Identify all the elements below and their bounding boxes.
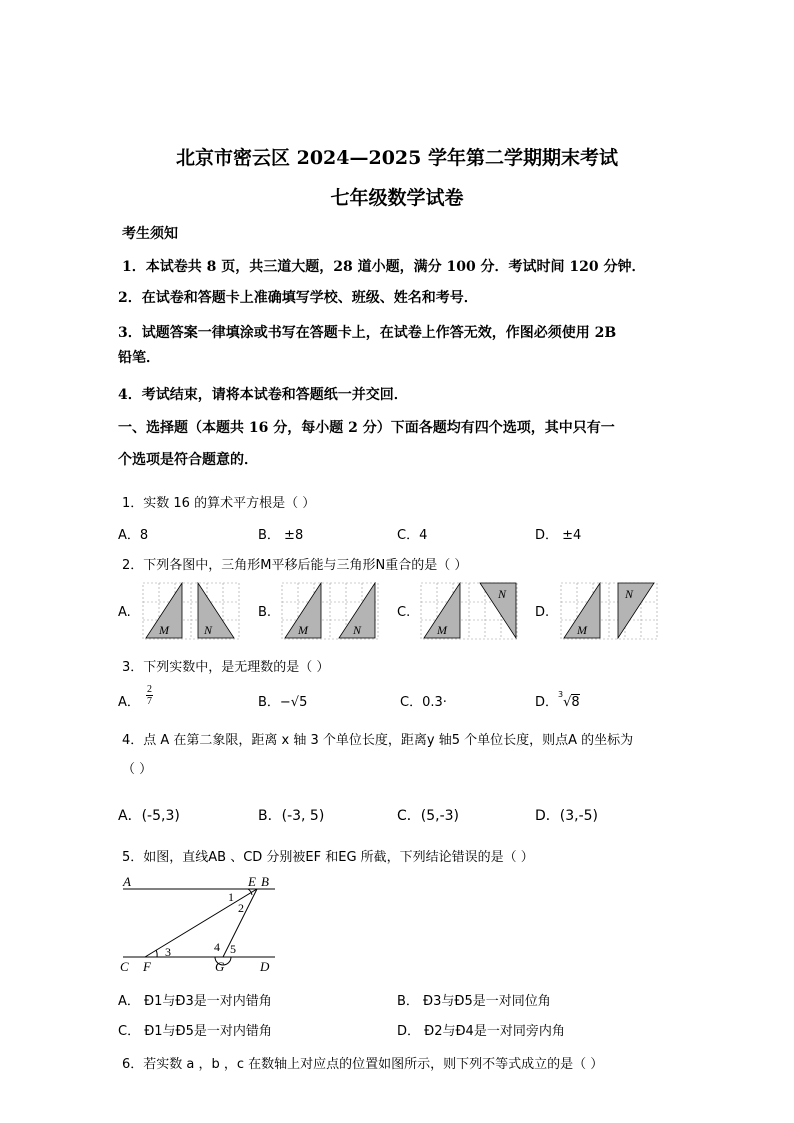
q2-b-n-label: N (353, 623, 362, 637)
q1-option-d: D． ±4 (535, 528, 582, 543)
q3-option-c: C．0.3· (400, 695, 447, 710)
notice-item-3: 3．试题答案一律填涂或书写在答题卡上，在试卷上作答无效，作图必须使用 2B (118, 325, 617, 341)
q3-option-d-radicand: 8 (571, 695, 580, 710)
exam-subtitle: 七年级数学试卷 (330, 187, 464, 209)
q2-figure-c (420, 582, 520, 640)
q5-option-a: A． Ð1与Ð3是一对内错角 (118, 994, 272, 1009)
q2-a-n-label: N (204, 623, 213, 637)
section-heading-cont: 个选项是符合题意的． (118, 452, 258, 468)
q5-figure (115, 872, 285, 977)
q1-option-a: A．8 (118, 528, 149, 543)
notice-item-2: 2．在试卷和答题卡上准确填写学校、班级、姓名和考号． (118, 290, 478, 306)
q5-label-b: B (261, 874, 269, 889)
notice-item-3-cont: 铅笔． (118, 350, 160, 366)
q3-option-d-index: 3 (558, 689, 564, 699)
q5-option-c: C． Ð1与Ð5是一对内错角 (118, 1024, 272, 1039)
q5-angle-3: 3 (165, 945, 171, 959)
q4-stem: 4．点 A 在第二象限，距离 x 轴 3 个单位长度，距离y 轴5 个单位长度，则点A 的坐标为 (122, 733, 634, 748)
exam-title: 北京市密云区 2024—2025 学年第二学期期末考试 (176, 147, 618, 169)
q2-label-b: B. (258, 605, 272, 620)
q5-label-d: D (260, 959, 270, 974)
q1-option-b: B． ±8 (258, 528, 304, 543)
notice-heading: 考生须知 (122, 226, 178, 242)
q2-c-n-label: N (498, 587, 507, 601)
q3-option-b: B．−√5 (258, 695, 308, 710)
q5-label-e: E (248, 874, 256, 889)
q2-figure-d (560, 582, 660, 640)
q5-angle-1: 1 (228, 890, 234, 904)
q5-label-a: A (123, 874, 131, 889)
q3-option-a-label: A． (118, 695, 140, 710)
q5-stem: 5．如图，直线AB 、CD 分别被EF 和EG 所截，下列结论错误的是（ ） (122, 850, 534, 865)
notice-item-1: 1．本试卷共 8 页，共三道大题，28 道小题，满分 100 分．考试时间 120 分钟． (122, 259, 646, 275)
q3-option-d-label: D． (535, 695, 559, 710)
q2-label-a: A. (118, 605, 131, 620)
q3-option-d: D．$^3$√8 (535, 689, 580, 710)
q5-angle-5: 5 (230, 942, 236, 956)
q3-stem: 3．下列实数中，是无理数的是（ ） (122, 660, 330, 675)
q5-angle-4: 4 (214, 940, 220, 954)
q5-label-c: C (120, 959, 129, 974)
q4-option-c: C．(5,-3) (397, 808, 460, 824)
q2-a-m-label: M (159, 623, 169, 637)
q5-option-d: D． Ð2与Ð4是一对同旁内角 (397, 1024, 565, 1039)
q2-label-c: C. (397, 605, 411, 620)
q5-option-b: B． Ð3与Ð5是一对同位角 (397, 994, 551, 1009)
q3-fraction-numerator: 2 (147, 684, 152, 695)
q1-option-c: C．4 (397, 528, 428, 543)
q3-fraction-denominator: 7 (147, 696, 152, 707)
q2-figure-b (281, 582, 381, 640)
q2-c-m-label: M (437, 623, 447, 637)
notice-item-4: 4．考试结束，请将本试卷和答题纸一并交回． (118, 387, 408, 403)
q5-label-f: F (143, 959, 151, 974)
q2-label-d: D. (535, 605, 550, 620)
q2-stem: 2．下列各图中，三角形M平移后能与三角形N重合的是（ ） (122, 558, 468, 573)
q6-stem: 6．若实数 a ，b ，c 在数轴上对应点的位置如图所示，则下列不等式成立的是（ ） (122, 1057, 604, 1072)
q4-option-d: D．(3,-5) (535, 808, 599, 824)
q2-figure-a (142, 582, 242, 640)
q4-paren: （ ） (122, 762, 153, 777)
q3-option-a-fraction (146, 684, 153, 707)
q2-d-m-label: M (577, 623, 587, 637)
q2-d-n-label: N (625, 587, 634, 601)
q5-angle-2: 2 (238, 901, 244, 915)
q4-option-a: A．(-5,3) (118, 808, 180, 824)
q1-stem: 1．实数 16 的算术平方根是（ ） (122, 496, 316, 511)
section-heading: 一、选择题（本题共 16 分，每小题 2 分）下面各题均有四个选项，其中只有一 (118, 420, 615, 436)
q4-option-b: B．(-3, 5) (258, 808, 325, 824)
q5-label-g: G (215, 959, 225, 974)
q2-b-m-label: M (298, 623, 308, 637)
